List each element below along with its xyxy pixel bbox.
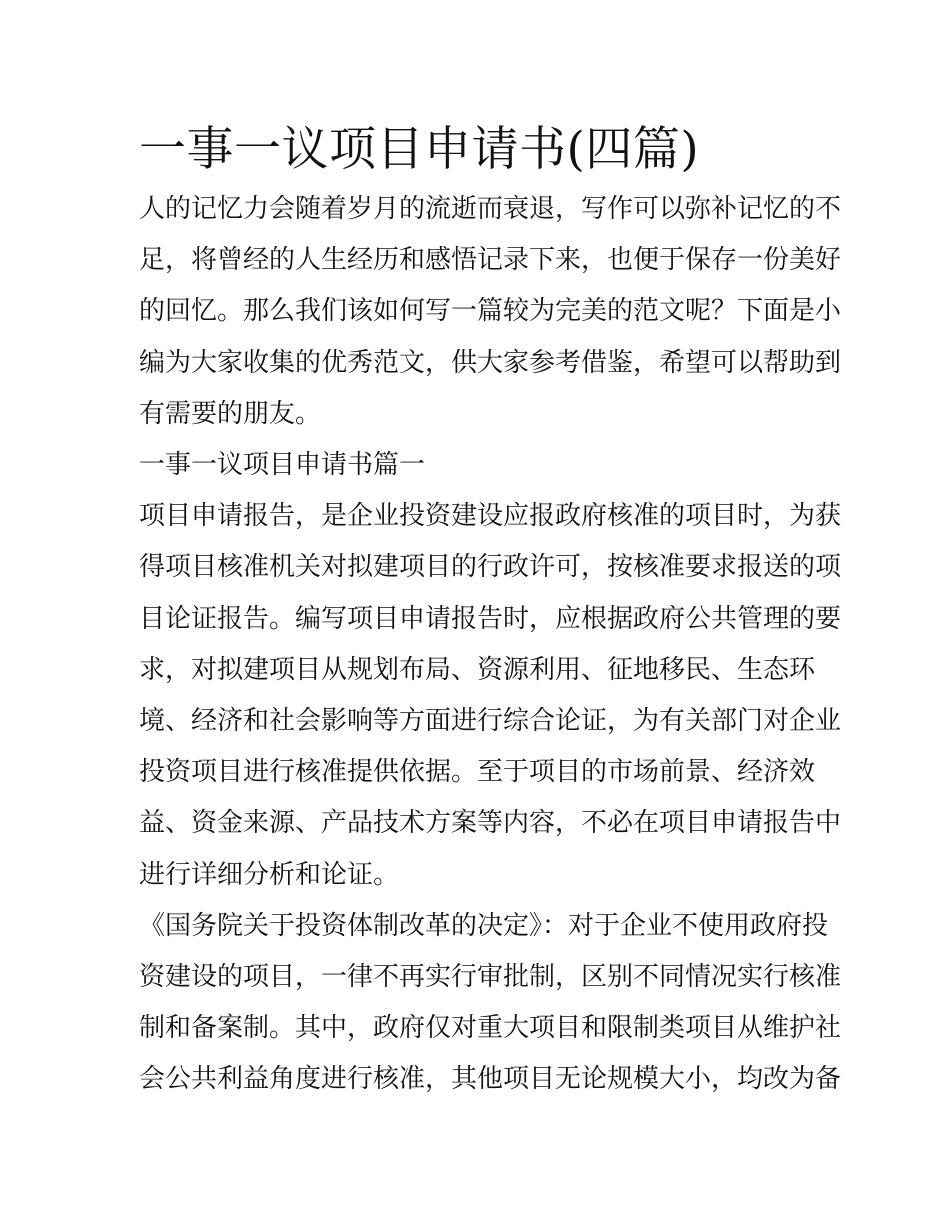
page-title: 一事一议项目申请书(四篇): [139, 122, 700, 177]
text-line: 目论证报告。编写项目申请报告时，应根据政府公共管理的要: [139, 603, 842, 634]
text-line: 制和备案制。其中，政府仅对重大项目和限制类项目从维护社: [139, 1013, 842, 1044]
text-line: 编为大家收集的优秀范文，供大家参考借鉴，希望可以帮助到: [139, 347, 842, 378]
text-line: 进行详细分析和论证。: [139, 859, 400, 890]
text-line: 资建设的项目，一律不再实行审批制，区别不同情况实行核准: [139, 962, 842, 993]
document-body: [139, 116, 842, 1106]
text-line: 的回忆。那么我们该如何写一篇较为完美的范文呢？下面是小: [139, 296, 842, 327]
text-line: 投资项目进行核准提供依据。至于项目的市场前景、经济效: [139, 757, 816, 788]
text-line: 求，对拟建项目从规划布局、资源利用、征地移民、生态环: [139, 654, 816, 685]
text-line: 会公共利益角度进行核准，其他项目无论规模大小，均改为备: [139, 1064, 842, 1095]
text-line: 人的记忆力会随着岁月的流逝而衰退，写作可以弥补记忆的不: [139, 194, 842, 224]
section-heading: 一事一议项目申请书篇一: [139, 450, 426, 481]
text-line: 境、经济和社会影响等方面进行综合论证，为有关部门对企业: [139, 706, 842, 737]
text-line: 得项目核准机关对拟建项目的行政许可，按核准要求报送的项: [139, 552, 842, 583]
text-line: 项目申请报告，是企业投资建设应报政府核准的项目时，为获: [139, 501, 842, 532]
text-line: 《国务院关于投资体制改革的决定》：对于企业不使用政府投: [139, 910, 829, 941]
text-line: 益、资金来源、产品技术方案等内容，不必在项目申请报告中: [139, 808, 842, 839]
text-line: 有需要的朋友。: [139, 398, 322, 429]
text-line: 足，将曾经的人生经历和感悟记录下来，也便于保存一份美好: [139, 245, 842, 276]
